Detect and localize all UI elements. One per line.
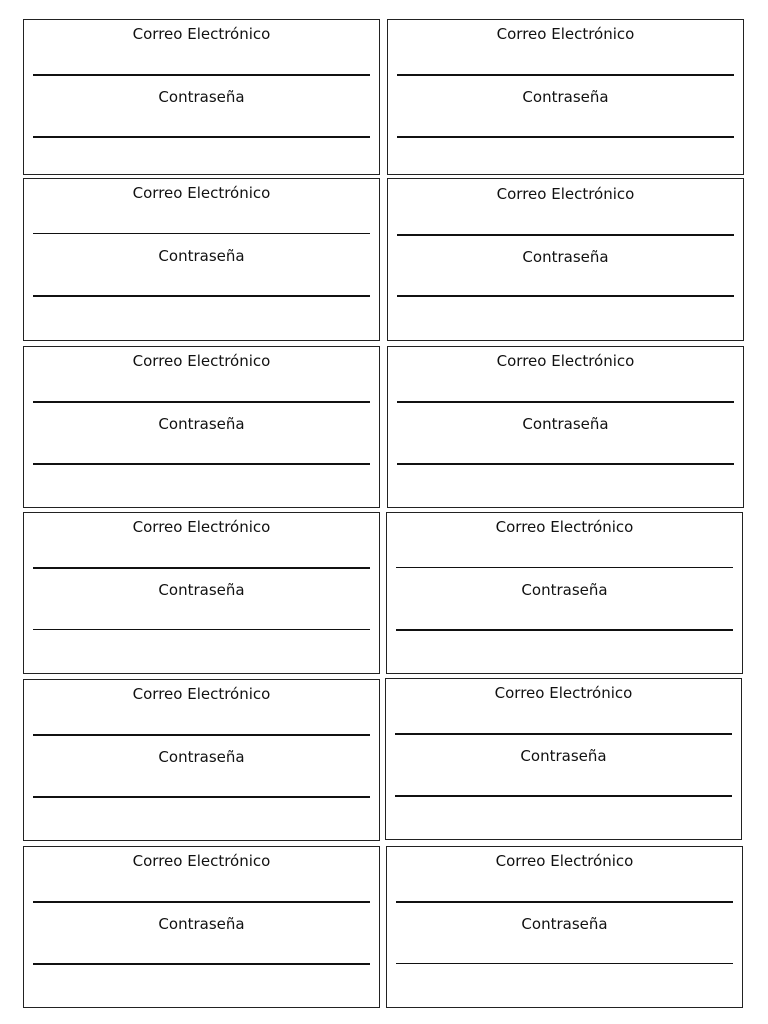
email-write-line: [33, 74, 370, 76]
credential-card: [387, 346, 744, 508]
password-label: Contraseña: [521, 915, 608, 933]
email-label: Correo Electrónico: [132, 352, 271, 370]
credential-card: [387, 19, 744, 175]
password-write-line: [33, 136, 370, 138]
password-write-line: [397, 295, 734, 297]
email-write-line: [33, 401, 370, 403]
email-label: Correo Electrónico: [132, 852, 271, 870]
credential-card: [386, 846, 743, 1008]
password-label: Contraseña: [522, 248, 609, 266]
email-label: Correo Electrónico: [132, 518, 271, 536]
password-label: Contraseña: [522, 88, 609, 106]
credential-card: [23, 19, 380, 175]
password-write-line: [397, 136, 734, 138]
email-write-line: [395, 733, 732, 735]
credential-card: [23, 512, 380, 674]
email-write-line: [396, 901, 733, 903]
email-write-line: [397, 234, 734, 236]
credential-card: [23, 679, 380, 841]
email-label: Correo Electrónico: [132, 25, 271, 43]
email-label: Correo Electrónico: [495, 518, 634, 536]
password-label: Contraseña: [520, 747, 607, 765]
password-label: Contraseña: [158, 581, 245, 599]
email-label: Correo Electrónico: [495, 852, 634, 870]
password-write-line: [33, 963, 370, 965]
email-label: Correo Electrónico: [496, 185, 635, 203]
password-write-line: [33, 463, 370, 465]
email-write-line: [397, 401, 734, 403]
email-write-line: [33, 901, 370, 903]
password-label: Contraseña: [158, 415, 245, 433]
email-write-line: [396, 567, 733, 568]
credential-card: [387, 178, 744, 341]
password-write-line: [33, 629, 370, 630]
password-write-line: [396, 963, 733, 964]
email-label: Correo Electrónico: [132, 184, 271, 202]
email-label: Correo Electrónico: [496, 25, 635, 43]
email-label: Correo Electrónico: [132, 685, 271, 703]
password-label: Contraseña: [522, 415, 609, 433]
credential-card: [386, 512, 743, 674]
credential-card: [385, 678, 742, 840]
email-write-line: [33, 567, 370, 569]
credential-card: [23, 846, 380, 1008]
password-write-line: [396, 629, 733, 631]
password-label: Contraseña: [158, 247, 245, 265]
email-label: Correo Electrónico: [496, 352, 635, 370]
password-write-line: [33, 796, 370, 798]
password-label: Contraseña: [521, 581, 608, 599]
email-write-line: [33, 734, 370, 736]
password-write-line: [33, 295, 370, 297]
password-label: Contraseña: [158, 748, 245, 766]
password-label: Contraseña: [158, 915, 245, 933]
password-write-line: [397, 463, 734, 465]
email-write-line: [397, 74, 734, 76]
credential-card: [23, 346, 380, 508]
email-write-line: [33, 233, 370, 234]
credential-card: [23, 178, 380, 341]
password-label: Contraseña: [158, 88, 245, 106]
email-label: Correo Electrónico: [494, 684, 633, 702]
password-write-line: [395, 795, 732, 797]
